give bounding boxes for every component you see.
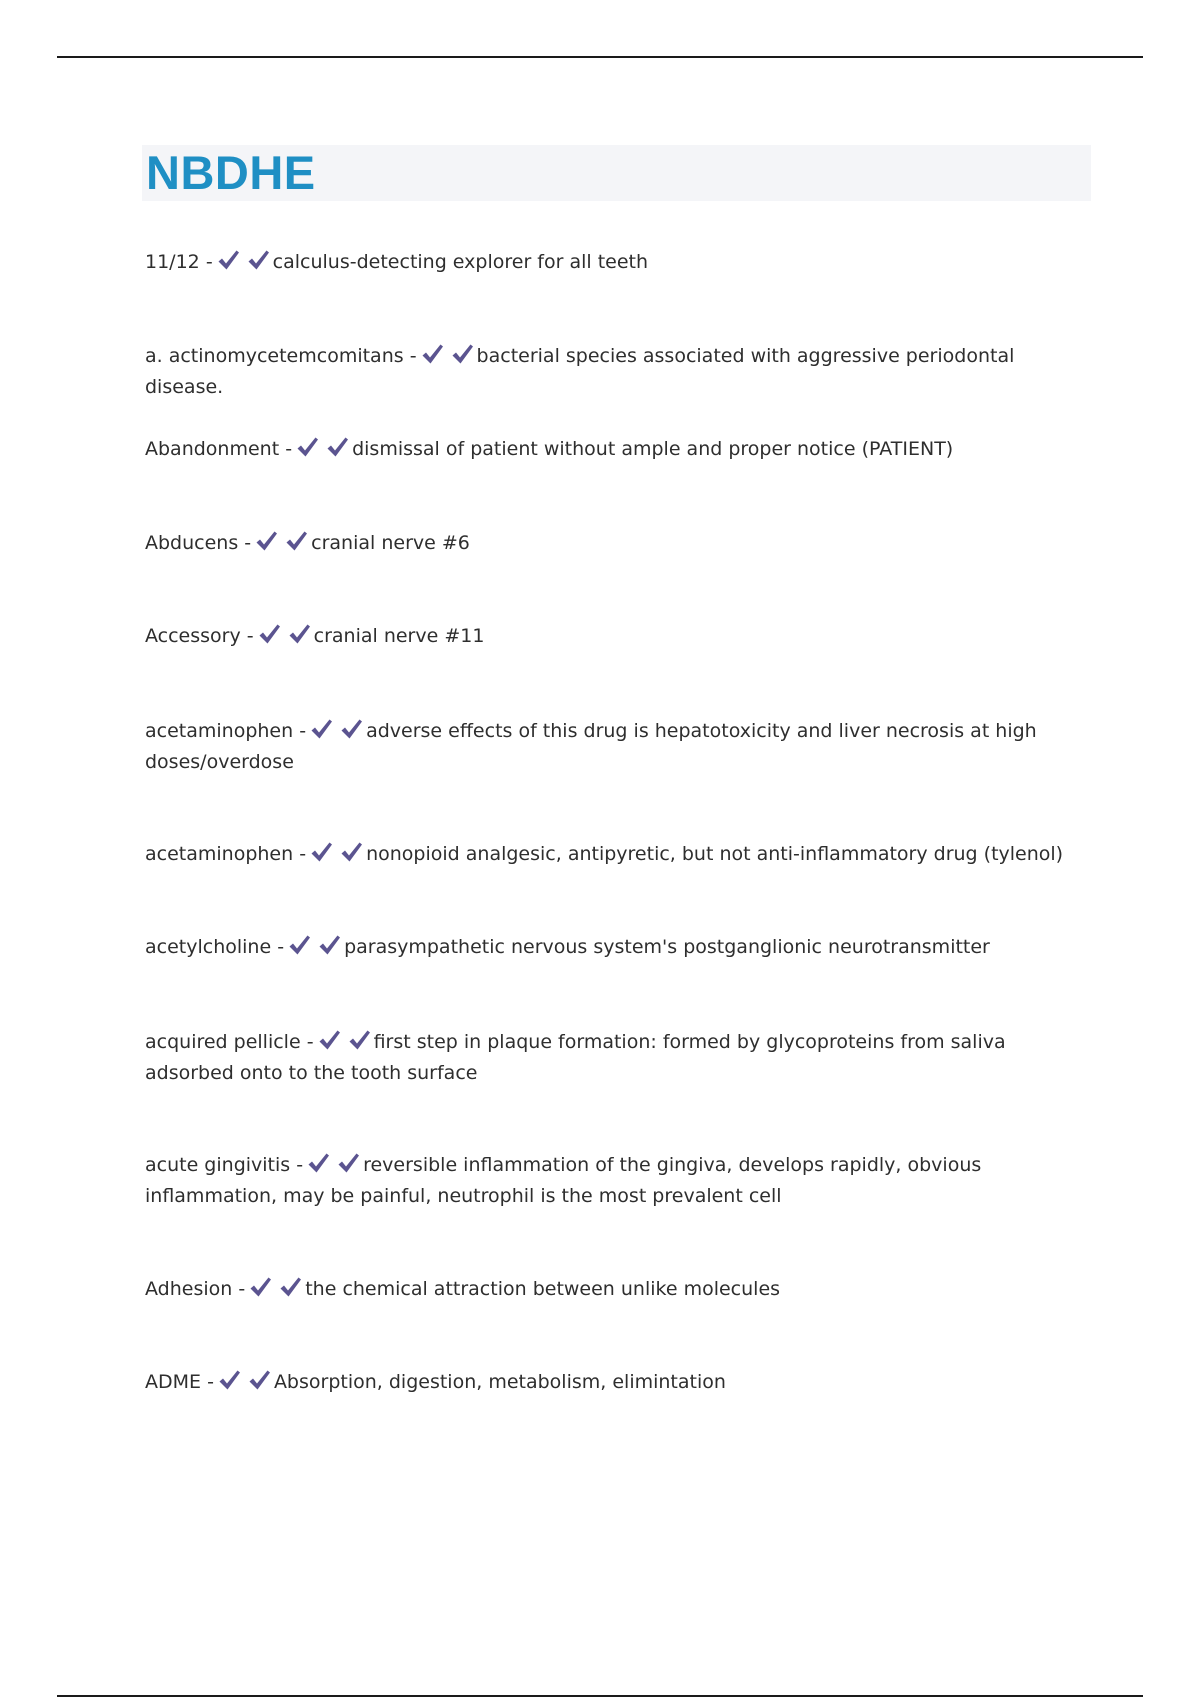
check-mark-icon xyxy=(218,1369,241,1391)
entry-separator: - xyxy=(246,625,254,647)
check-marks xyxy=(318,1029,371,1059)
check-marks xyxy=(255,530,308,560)
check-marks xyxy=(217,249,270,279)
bottom-rule xyxy=(57,1695,1143,1697)
entry-definition: adverse effects of this drug is hepatotoxicity and liver necrosis at high doses/overdose xyxy=(145,720,1037,773)
glossary-entry xyxy=(145,529,1075,560)
entry-term: 11/12 xyxy=(145,251,200,273)
check-mark-icon xyxy=(326,436,349,458)
check-mark-icon xyxy=(310,718,333,740)
entry-term: Adhesion xyxy=(145,1278,233,1300)
entry-term: acetylcholine xyxy=(145,936,272,958)
entry-term: acetaminophen xyxy=(145,720,294,742)
check-mark-icon xyxy=(255,530,278,552)
check-marks xyxy=(310,718,363,748)
check-marks xyxy=(288,934,341,964)
check-marks xyxy=(258,623,311,653)
entry-separator: - xyxy=(285,438,293,460)
glossary-entry xyxy=(145,248,1075,279)
check-mark-icon xyxy=(318,934,341,956)
entry-definition: cranial nerve #11 xyxy=(313,625,485,647)
check-mark-icon xyxy=(451,343,474,365)
glossary-entry xyxy=(145,933,1075,964)
entry-separator: - xyxy=(409,345,417,367)
entry-separator: - xyxy=(299,843,307,865)
check-marks xyxy=(310,841,363,871)
glossary-entry xyxy=(145,435,1075,466)
check-mark-icon xyxy=(337,1152,360,1174)
entry-separator: - xyxy=(306,1031,314,1053)
check-mark-icon xyxy=(421,343,444,365)
entry-separator: - xyxy=(296,1154,304,1176)
entry-definition: nonopioid analgesic, antipyretic, but not anti-inflammatory drug (tylenol) xyxy=(366,843,1064,865)
entry-separator: - xyxy=(299,720,307,742)
check-marks xyxy=(249,1276,302,1306)
entry-separator: - xyxy=(205,251,213,273)
check-mark-icon xyxy=(307,1152,330,1174)
check-mark-icon xyxy=(288,623,311,645)
check-mark-icon xyxy=(248,1369,271,1391)
entry-definition: calculus-detecting explorer for all teeth xyxy=(272,251,649,273)
entry-separator: - xyxy=(244,532,252,554)
check-mark-icon xyxy=(288,934,311,956)
check-marks xyxy=(421,343,474,373)
entry-definition: the chemical attraction between unlike molecules xyxy=(305,1278,781,1300)
glossary-entry xyxy=(145,1151,1075,1210)
glossary-entry xyxy=(145,840,1075,871)
check-marks xyxy=(218,1369,271,1399)
entry-separator: - xyxy=(277,936,285,958)
check-mark-icon xyxy=(310,841,333,863)
document-title: NBDHE xyxy=(146,146,316,199)
check-marks xyxy=(296,436,349,466)
check-mark-icon xyxy=(217,249,240,271)
entry-definition: parasympathetic nervous system's postganglionic neurotransmitter xyxy=(344,936,990,958)
check-mark-icon xyxy=(258,623,281,645)
entry-separator: - xyxy=(207,1371,214,1393)
entry-definition: cranial nerve #6 xyxy=(311,532,470,554)
check-mark-icon xyxy=(348,1029,371,1051)
check-mark-icon xyxy=(249,1276,272,1298)
entry-definition: reversible inflammation of the gingiva, develops rapidly, obvious inflammation, may be painful, neutrophil is the most prevalent cell xyxy=(145,1154,982,1207)
entry-term: Accessory xyxy=(145,625,241,647)
entry-term: acquired pellicle xyxy=(145,1031,301,1053)
title-band xyxy=(142,145,1091,201)
check-mark-icon xyxy=(279,1276,302,1298)
check-mark-icon xyxy=(318,1029,341,1051)
glossary-entry xyxy=(145,1275,1075,1306)
entry-term: ADME xyxy=(145,1371,202,1393)
entry-separator: - xyxy=(238,1278,246,1300)
check-marks xyxy=(307,1152,360,1182)
check-mark-icon xyxy=(340,841,363,863)
check-mark-icon xyxy=(285,530,308,552)
check-mark-icon xyxy=(296,436,319,458)
entry-definition: Absorption, digestion, metabolism, elimintation xyxy=(273,1371,726,1393)
entry-term: Abandonment xyxy=(145,438,280,460)
check-mark-icon xyxy=(247,249,270,271)
glossary-entry xyxy=(145,1368,1075,1399)
entry-term: a. actinomycetemcomitans xyxy=(145,345,404,367)
glossary-entry xyxy=(145,622,1075,653)
glossary-entry xyxy=(145,717,1075,776)
entry-definition: first step in plaque formation: formed by glycoproteins from saliva adsorbed onto to the tooth surface xyxy=(145,1031,1006,1084)
glossary-entry xyxy=(145,342,1075,401)
entry-definition: bacterial species associated with aggressive periodontal disease. xyxy=(145,345,1015,398)
entry-term: acute gingivitis xyxy=(145,1154,291,1176)
entry-definition: dismissal of patient without ample and proper notice (PATIENT) xyxy=(352,438,954,460)
check-mark-icon xyxy=(340,718,363,740)
top-rule xyxy=(57,56,1143,58)
glossary-entry xyxy=(145,1028,1075,1087)
entry-term: acetaminophen xyxy=(145,843,294,865)
entry-term: Abducens xyxy=(145,532,239,554)
